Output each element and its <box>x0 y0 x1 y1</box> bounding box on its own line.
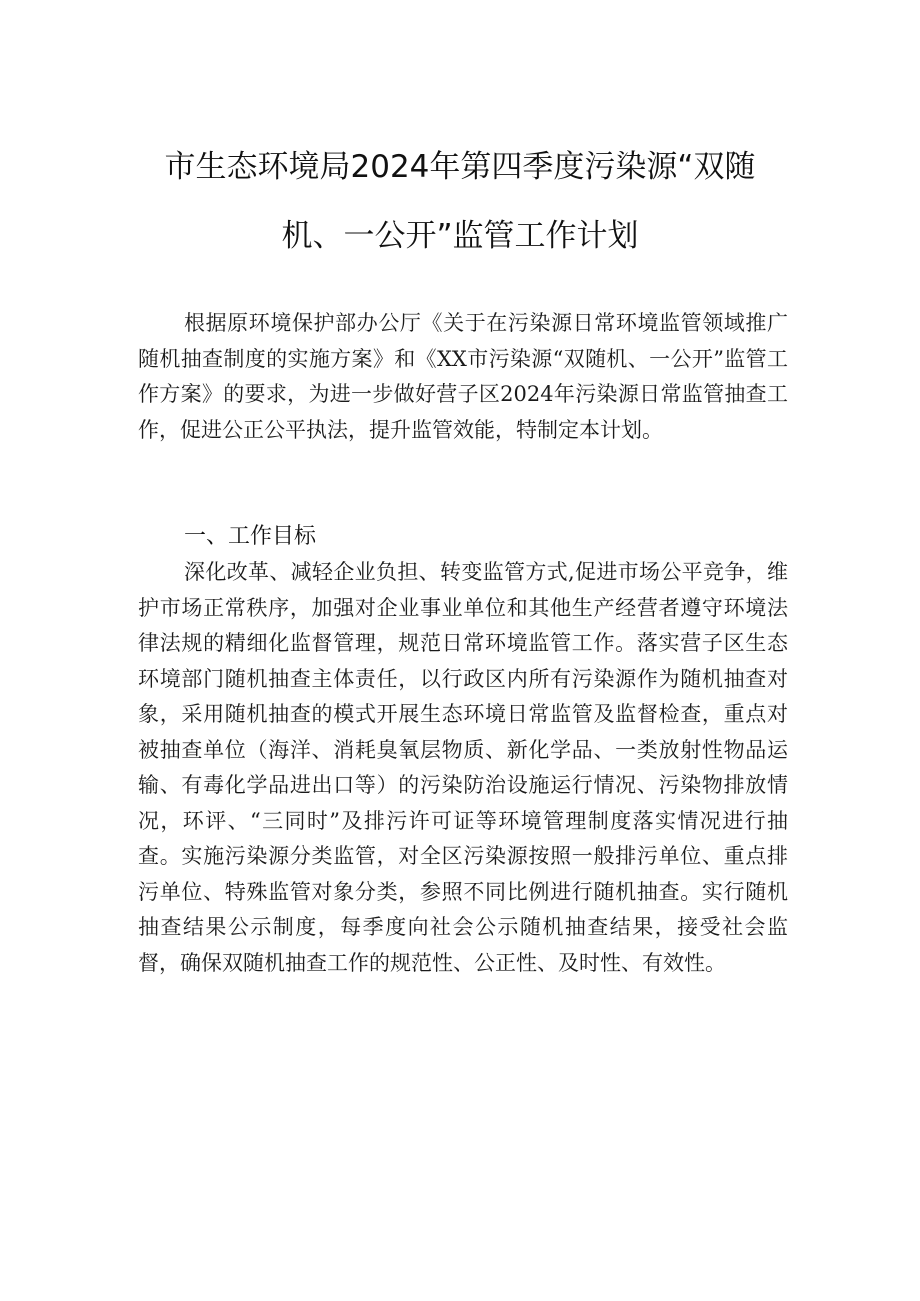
document-title-line-1: 市生态环境局2024年第四季度污染源“双随 <box>164 149 756 185</box>
intro-paragraph: 根据原环境保护部办公厅《关于在污染源日常环境监管领域推广随机抽查制度的实施方案》和《XX市污染源“双随机、一公开”监管工作方案》的要求，为进一步做好营子区2024年污染源日常监管抽查工作，促进公正公平执法，提升监管效能，特制定本计划。 <box>138 311 788 442</box>
work-goals-paragraph: 深化改革、减轻企业负担、转变监管方式,促进市场公平竞争，维护市场正常秩序，加强对企业事业单位和其他生产经营者遵守环境法律法规的精细化监督管理，规范日常环境监管工作。落实营子区生态环境部门随机抽查主体责任，以行政区内所有污染源作为随机抽查对象，采用随机抽查的模式开展生态环境日常监管及监督检查，重点对被抽查单位（海洋、消耗臭氧层物质、新化学品、一类放射性物品运输、有毒化学品进出口等）的污染防治设施运行情况、污染物排放情况，环评、“三同时”及排污许可证等环境管理制度落实情况进行抽查。实施污染源分类监管，对全区污染源按照一般排污单位、重点排污单位、特殊监管对象分类，参照不同比例进行随机抽查。实行随机抽查结果公示制度，每季度向社会公示随机抽查结果，接受社会监督，确保双随机抽查工作的规范性、公正性、及时性、有效性。 <box>138 560 788 975</box>
document-title-line-2: 机、一公开”监管工作计划 <box>281 218 639 254</box>
section-heading-work-goals: 一、工作目标 <box>184 524 317 549</box>
